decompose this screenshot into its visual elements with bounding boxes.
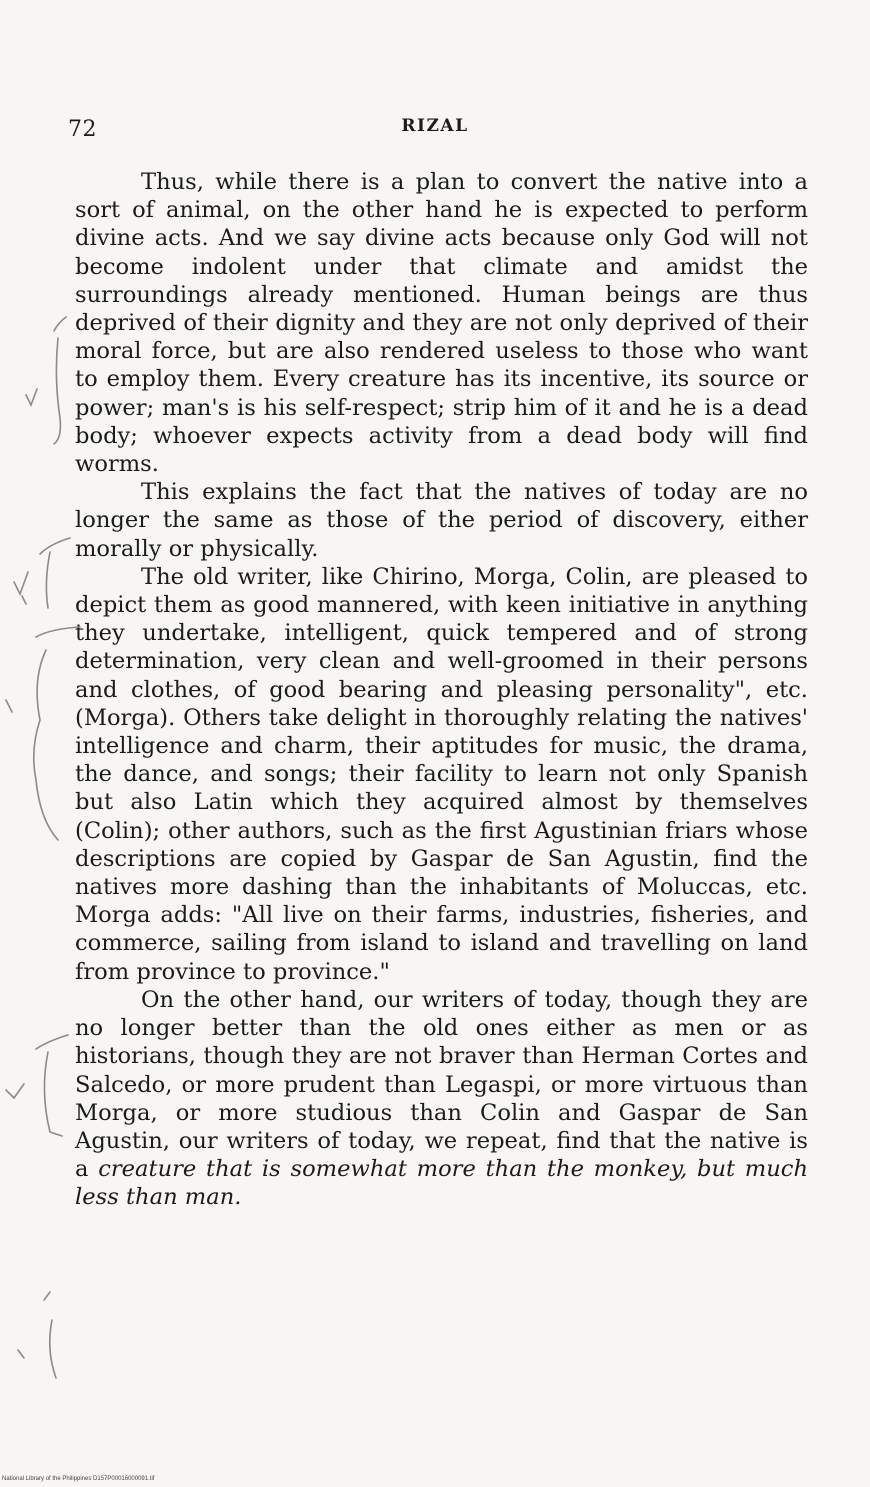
margin-bracket-mark [44, 1292, 56, 1378]
margin-bracket-mark [36, 1035, 68, 1136]
page-number: 72 [68, 117, 97, 142]
margin-check-mark [18, 1350, 24, 1358]
scan-credit: National Library of the Philippines D157P00016000091.tif [2, 1476, 155, 1482]
paragraph-2: This explains the fact that the natives of today are no longer the same as those of the period of discovery, either morally or physically. [75, 479, 808, 562]
paragraph-1: Thus, while there is a plan to convert the native into a sort of animal, on the other hand he is expected to perform divine acts. And we say divine acts because only God will not become indolent under that climate and amidst the surroundings already mentioned. Human beings are thus deprived of their dignity and they are not only deprived of their moral force, but are also rendered useless to those who want to employ them. Every creature has its incentive, its source or power; man's is his self-respect; strip him of it and he is a dead body; whoever expects activity from a dead body will find worms. [75, 169, 808, 478]
margin-check-mark [6, 700, 12, 712]
paragraph-4-text: On the other hand, our writers of today, though they are no longer better than the old ones either as men or as historians, though they are not braver than Herman Cortes and Salcedo, or more prudent than Legaspi, or more virtuous than Morga, or more studious than Colin and Gaspar de San Agustin, our writers of today, we repeat, find that the native is a [75, 986, 808, 1183]
margin-check-mark [6, 1084, 24, 1098]
margin-check-mark [26, 389, 37, 405]
paragraph-3: The old writer, like Chirino, Morga, Colin, are pleased to depict them as good mannered, with keen initiative in anything they undertake, intelligent, quick tempered and of strong determination, very clean and well-groomed in their persons and clothes, of good bearing and pleasing personality", etc. (Morga). Others take delight in thoroughly relating the natives' intelligence and charm, their aptitudes for music, the drama, the dance, and songs; their facility to learn not only Spanish but also Latin which they acquired almost by themselves (Colin); other authors, such as the first Agustinian friars whose descriptions are copied by Gaspar de San Agustin, find the natives more dashing than the inhabitants of Moluccas, etc. Morga adds: "All live on their farms, industries, fisheries, and commerce, sailing from island to island and travelling on land from province to province." [75, 563, 808, 985]
margin-bracket-mark [40, 538, 70, 608]
margin-check-mark [14, 572, 28, 604]
margin-brace-mark [34, 627, 80, 840]
italic-conclusion: creature that is somewhat more than the monkey, but much less than man. [75, 1156, 808, 1211]
running-title: RIZAL [401, 116, 469, 136]
margin-bracket-mark [54, 317, 66, 444]
